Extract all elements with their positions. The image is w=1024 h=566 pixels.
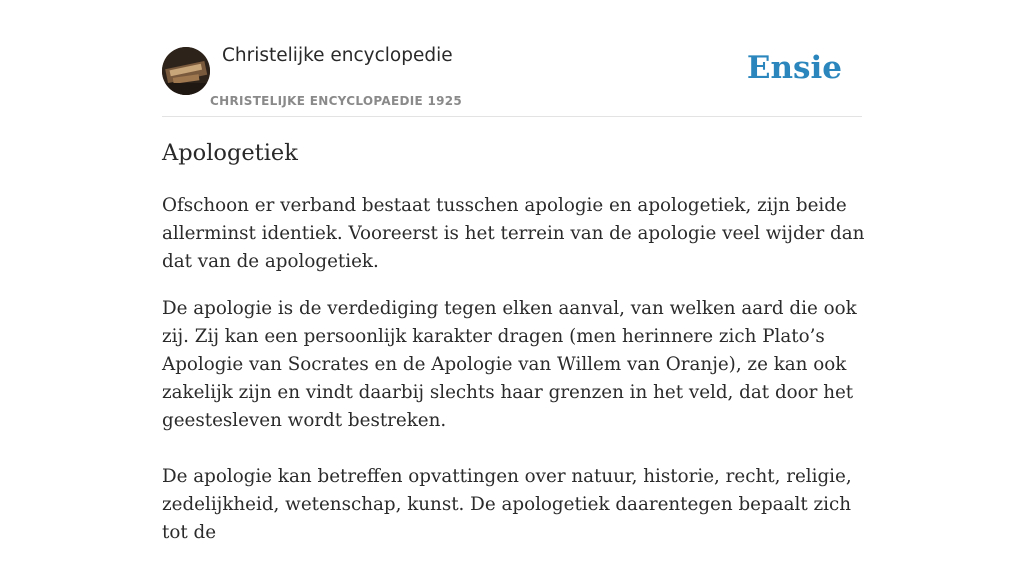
site-subtitle: CHRISTELIJKE ENCYCLOPAEDIE 1925 xyxy=(210,94,463,108)
header xyxy=(162,0,862,117)
book-cover-avatar[interactable] xyxy=(162,47,210,95)
article-paragraph-1: Ofschoon er verband bestaat tusschen apologie en apologetiek, zijn beide allerminst identiek. Vooreerst is het terrein van de apologie veel wijder dan dat van de apologetiek. xyxy=(162,195,865,272)
page xyxy=(162,0,865,543)
article-title: Apologetiek xyxy=(162,140,298,166)
ensie-logo[interactable]: Ensie xyxy=(746,50,842,86)
site-title-link[interactable]: Christelijke encyclopedie xyxy=(222,45,453,66)
article-body xyxy=(162,192,868,566)
article-paragraph-2: De apologie is de verdediging tegen elken aanval, van welken aard die ook zij. Zij kan een persoonlijk karakter dragen (men herinnere zich Plato’s Apologie van Socrates en de Apologie van Willem van Oranje), ze kan ook zakelijk zijn en vindt daarbij slechts haar grenzen in het veld, dat door het geestesleven wordt bestreken. xyxy=(162,298,857,431)
article-paragraph-3: De apologie kan betreffen opvattingen over natuur, historie, recht, religie, zedelijkheid, wetenschap, kunst. De apologetiek daarentegen bepaalt zich tot de xyxy=(162,466,852,543)
